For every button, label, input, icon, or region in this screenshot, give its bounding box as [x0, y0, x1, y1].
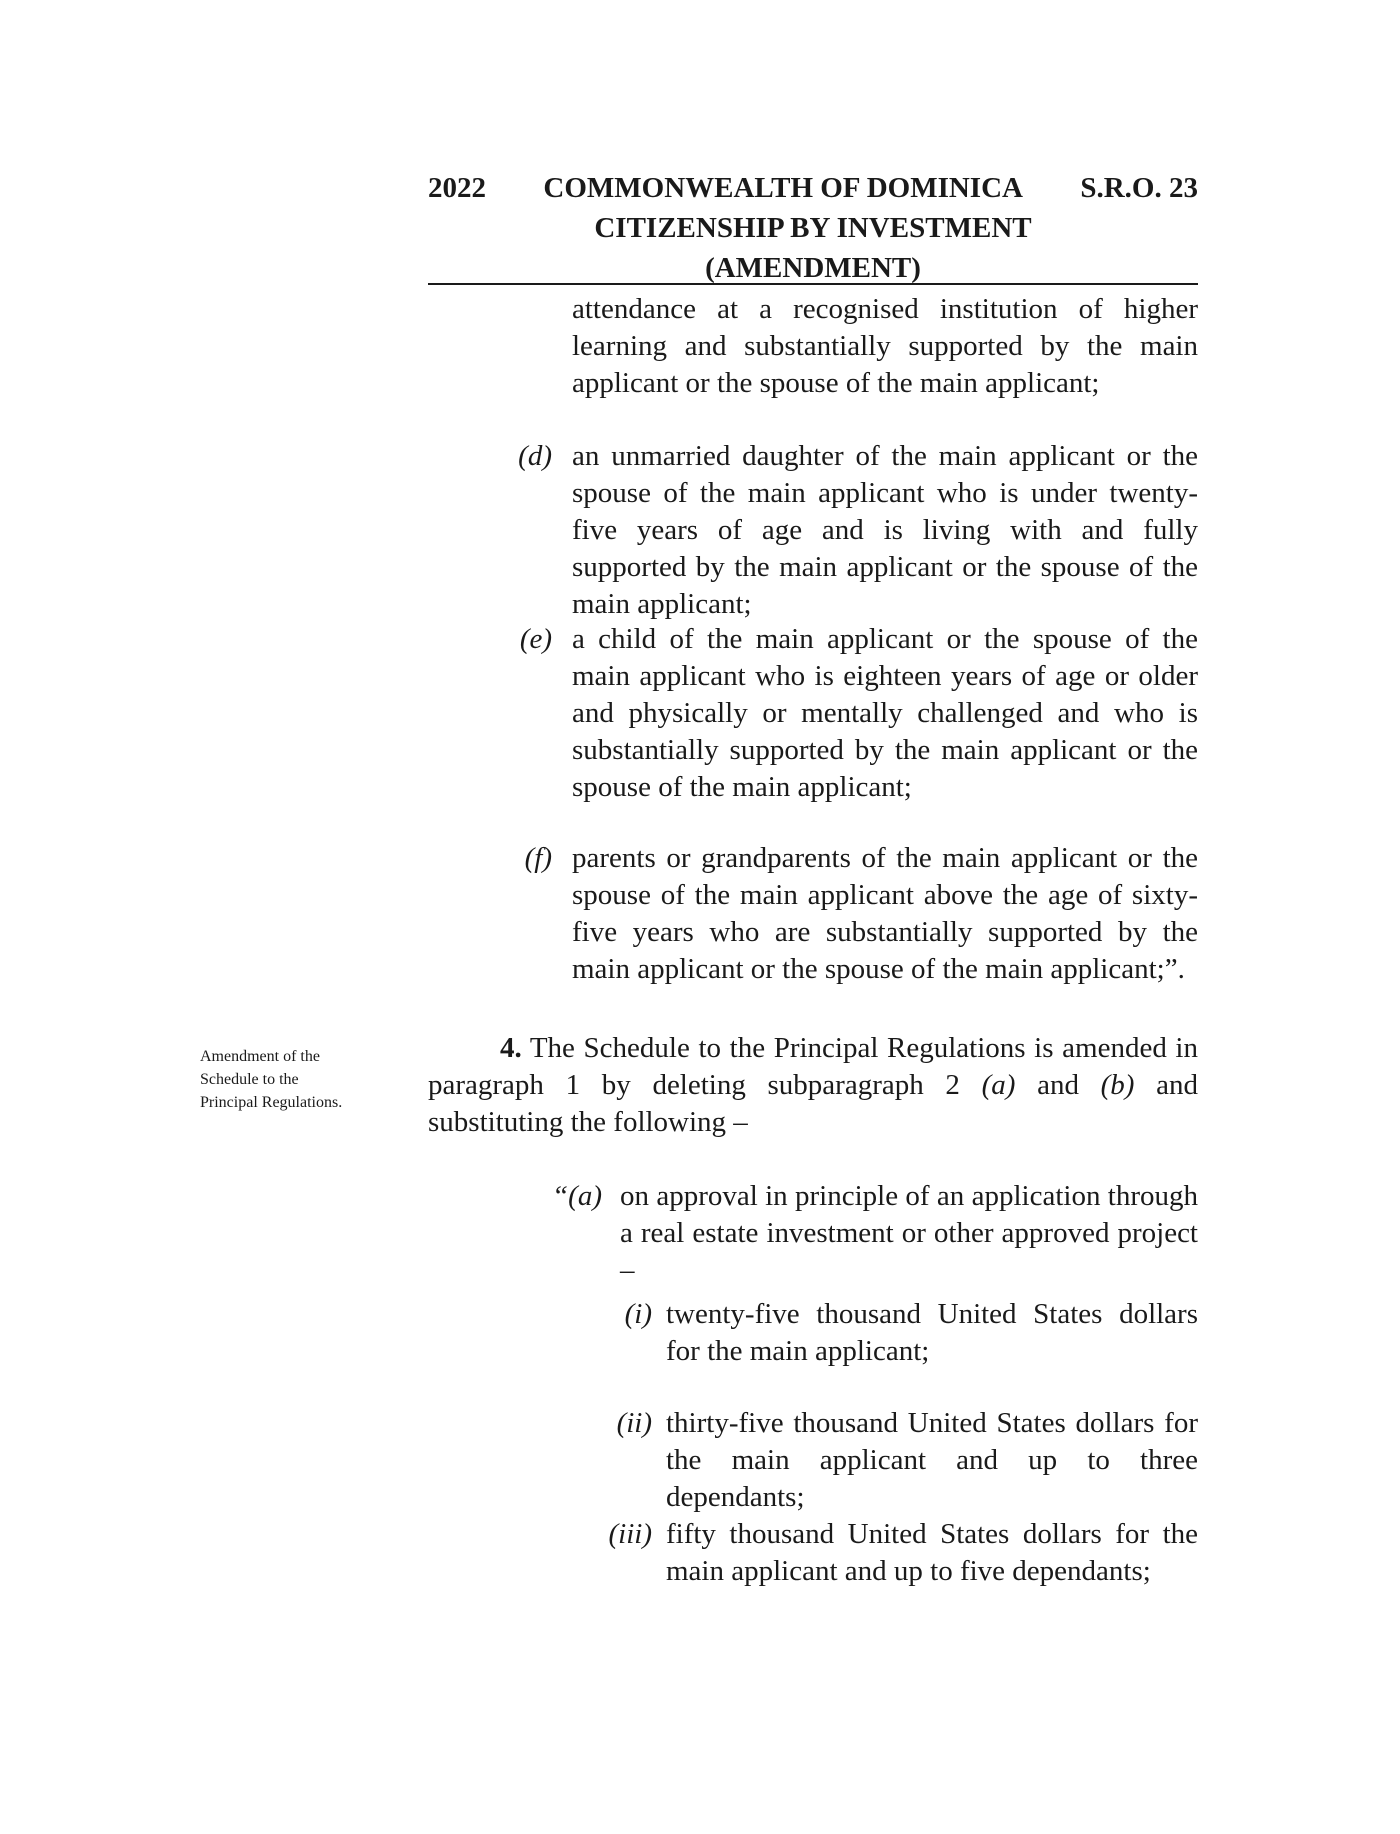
- sub-a-text: on approval in principle of an application through a real estate investment or other approved project –: [620, 1180, 1198, 1286]
- section-4-number: 4.: [500, 1032, 522, 1064]
- header-year: 2022: [428, 172, 486, 204]
- header-rule: [428, 283, 1198, 285]
- sub-item-iii-label: (iii): [608, 1518, 652, 1550]
- page-header: [428, 168, 1198, 288]
- section-4-text-and: and: [1015, 1069, 1101, 1101]
- item-e-label: (e): [519, 623, 552, 655]
- header-jurisdiction: COMMONWEALTH OF DOMINICA: [543, 172, 1023, 204]
- item-d-label: (d): [518, 440, 552, 472]
- continuation-paragraph: attendance at a recognised institution of higher learning and substantially supported by the main applicant or the spouse of the main applicant;: [572, 293, 1198, 399]
- header-title-line-2: CITIZENSHIP BY INVESTMENT: [594, 212, 1032, 244]
- section-4-ref-b: (b): [1100, 1069, 1135, 1101]
- header-sro-number: S.R.O. 23: [1080, 172, 1198, 204]
- section-4-paragraph: [428, 1030, 1198, 1141]
- section-4-ref-a: (a): [981, 1069, 1016, 1101]
- item-e-text: a child of the main applicant or the spouse of the main applicant who is eighteen years of age or older and physically or mentally challenged and who is substantially supported by the main applicant or the spouse of the main applicant;: [572, 623, 1198, 803]
- marginal-note-line-2: Schedule to the: [200, 1071, 299, 1088]
- item-d-text: an unmarried daughter of the main applicant or the spouse of the main applicant who is under twenty-five years of age and is living with and fully supported by the main applicant or the spouse of the main applicant;: [572, 440, 1198, 620]
- marginal-note-line-1: Amendment of the: [200, 1048, 320, 1065]
- section-4-text-1: The Schedule to the Principal Regulations is amended in paragraph 1 by deleting subparagraph 2: [428, 1032, 1198, 1101]
- sub-item-i-text: twenty-five thousand United States dollars for the main applicant;: [666, 1298, 1198, 1367]
- sub-item-ii-text: thirty-five thousand United States dollars for the main applicant and up to three dependants;: [666, 1407, 1198, 1513]
- marginal-note: [200, 1045, 400, 1114]
- sub-item-iii-text: fifty thousand United States dollars for the main applicant and up to five dependants;: [666, 1518, 1198, 1587]
- sub-item-i-label: (i): [624, 1298, 652, 1330]
- sub-a-label: “(a): [552, 1180, 602, 1212]
- section-4-text-2: and substituting the following –: [428, 1069, 1199, 1138]
- item-f-text: parents or grandparents of the main applicant or the spouse of the main applicant above the age of sixty-five years who are substantially supported by the main applicant or the spouse of the main applicant;”.: [572, 842, 1198, 985]
- sub-item-ii-label: (ii): [616, 1407, 652, 1439]
- marginal-note-line-3: Principal Regulations.: [200, 1094, 343, 1111]
- header-line-1: [428, 168, 1198, 208]
- header-title-line-3: (AMENDMENT): [705, 252, 921, 284]
- item-f-label: (f): [524, 842, 552, 874]
